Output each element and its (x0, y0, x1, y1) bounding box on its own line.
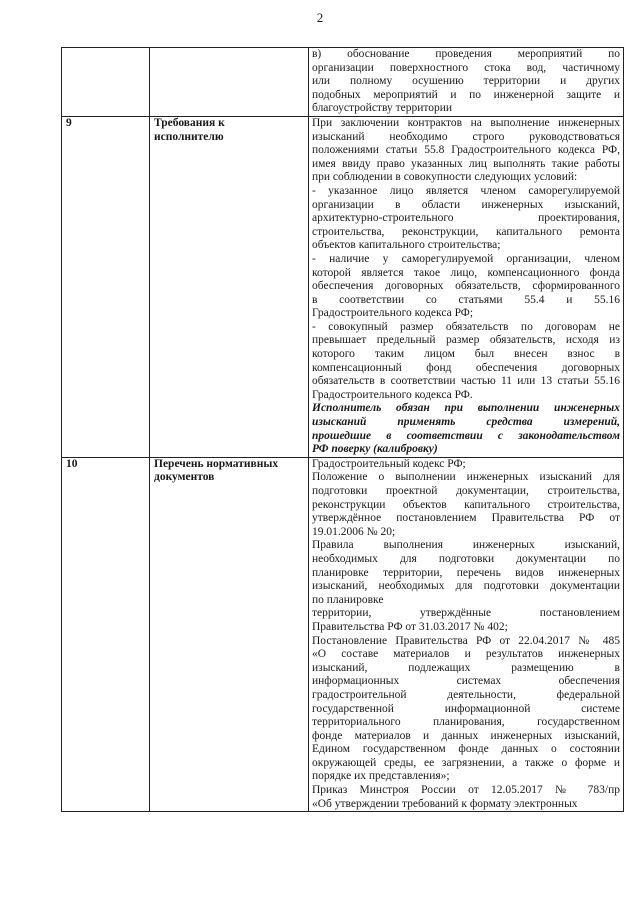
text-line: превышает предельный размер обязательств, исходя из (312, 334, 620, 347)
text-line: Градостроительного кодекса РФ. (312, 388, 473, 401)
text-line: - указанное лицо является членом саморегулируемой (312, 184, 620, 197)
text-line: Едином государственном фонде данных о состоянии (312, 743, 620, 756)
text-line: строительства, реконструкции, капитального ремонта (312, 225, 620, 238)
page-number: 2 (316, 10, 324, 25)
text-line: в) обоснование проведения мероприятий по (312, 48, 620, 60)
row-number-cell (62, 457, 150, 811)
text-line: территории, утверждённые постановлением (312, 607, 620, 620)
text-line: обязательств в соответствии частью 11 или 13 статьи 55.16 (312, 375, 620, 388)
text-line: положениями статьи 55.8 Градостроительного кодекса РФ, (312, 144, 620, 157)
text-line: изысканий, необходимых для подготовки документации (312, 580, 620, 593)
row-content-cell (309, 48, 624, 117)
row-content-cell (309, 457, 624, 811)
text-line: Приказ Минстроя России от 12.05.2017 № 783/пр (312, 784, 620, 797)
text-line: 19.01.2006 № 20; (312, 525, 396, 538)
text-line: РФ поверку (калибровку) (312, 443, 438, 456)
row-label-cell (150, 457, 309, 811)
text-line: в соответствии со статьями 55.4 и 55.16 (312, 293, 620, 306)
row-number-cell (62, 116, 150, 457)
text-line: при соблюдении в совокупности следующих условий: (312, 171, 578, 184)
text-line: благоустройству территории (312, 102, 453, 115)
table-row (62, 116, 624, 457)
text-line: подготовки проектной документации, строительства, (312, 485, 620, 497)
row-number-cell (62, 48, 150, 117)
text-line: государственной информационной системе (312, 702, 620, 715)
text-line: «Об утверждении требований к формату электронных (312, 797, 578, 810)
row-content (312, 458, 620, 811)
row-content (312, 117, 620, 402)
text-line: изысканий применять средства измерений, (312, 416, 620, 429)
text-line: планировке территории, перечень видов инженерных (312, 566, 620, 579)
text-line: - совокупный размер обязательств по договорам не (312, 320, 620, 333)
row-number: 9 (66, 116, 72, 129)
text-line: Постановление Правительства РФ от 22.04.2017 № 485 (312, 634, 620, 647)
text-line: При заключении контрактов на выполнение инженерных (312, 116, 620, 129)
text-line: Правительства РФ от 31.03.2017 № 402; (312, 620, 508, 633)
text-line: территориального планирования, государственном (312, 716, 620, 729)
text-line: прошедшие в соответствии с законодательством (312, 429, 620, 442)
text-line: Градостроительный кодекс РФ; (312, 457, 466, 470)
text-line: окружающей среды, ее загрязнении, а также о форме и (312, 756, 620, 769)
text-line: Правила выполнения инженерных изысканий, (312, 539, 620, 552)
row-label: Перечень нормативных документов (154, 457, 279, 484)
text-line: Градостроительного кодекса РФ; (312, 307, 474, 320)
row-label-cell (150, 116, 309, 457)
text-line: подобных мероприятий и по инженерной защите и (312, 88, 620, 101)
row-content (312, 48, 620, 116)
text-line: которого таким лицом был внесен взнос в (312, 348, 620, 361)
text-line: архитектурно-строительного проектирования, (312, 212, 620, 225)
text-line: изысканий необходимо строго руководствоваться (312, 130, 620, 143)
text-line: имея ввиду право указанных лиц выполнять такие работы (312, 157, 620, 170)
text-line: изысканий, подлежащих размещению в (312, 661, 620, 674)
text-line: объектов капитального строительства; (312, 239, 501, 252)
row-emphasis (312, 402, 620, 456)
text-line: организации поверхностного стока вод, частичному (312, 61, 620, 74)
text-line: необходимых для подготовки документации по (312, 552, 620, 565)
text-line: градостроительной деятельности, федеральной (312, 688, 620, 701)
text-line: Исполнитель обязан при выполнении инженерных (312, 402, 620, 415)
row-number: 10 (66, 457, 78, 470)
text-line: информационных системах обеспечения (312, 675, 620, 688)
row-label-cell (150, 48, 309, 117)
requirements-table (61, 47, 624, 812)
row-content-cell (309, 116, 624, 457)
text-line: - наличие у саморегулируемой организации, членом (312, 252, 620, 265)
table-row (62, 48, 624, 117)
text-line: компенсационный фонд обеспечения договорных (312, 361, 620, 374)
text-line: Положение о выполнении инженерных изысканий для (312, 471, 620, 484)
text-line: фонде материалов и данных инженерных изысканий, (312, 729, 620, 742)
text-line: по планировке (312, 593, 384, 606)
text-line: организации в области инженерных изысканий, (312, 198, 620, 211)
text-line: реконструкции объектов капитального строительства, (312, 498, 620, 511)
table-row (62, 457, 624, 811)
text-line: порядке их представления»; (312, 770, 450, 783)
text-line: обеспечения договорных обязательств, сформированного (312, 280, 620, 293)
text-line: или полному осушению территории и других (312, 75, 620, 88)
row-label: Требования к исполнителю (154, 116, 225, 143)
text-line: утверждённое постановлением Правительства РФ от (312, 512, 620, 525)
text-line: которой является такое лицо, компенсационного фонда (312, 266, 620, 279)
text-line: «О составе материалов и результатов инженерных (312, 648, 620, 661)
